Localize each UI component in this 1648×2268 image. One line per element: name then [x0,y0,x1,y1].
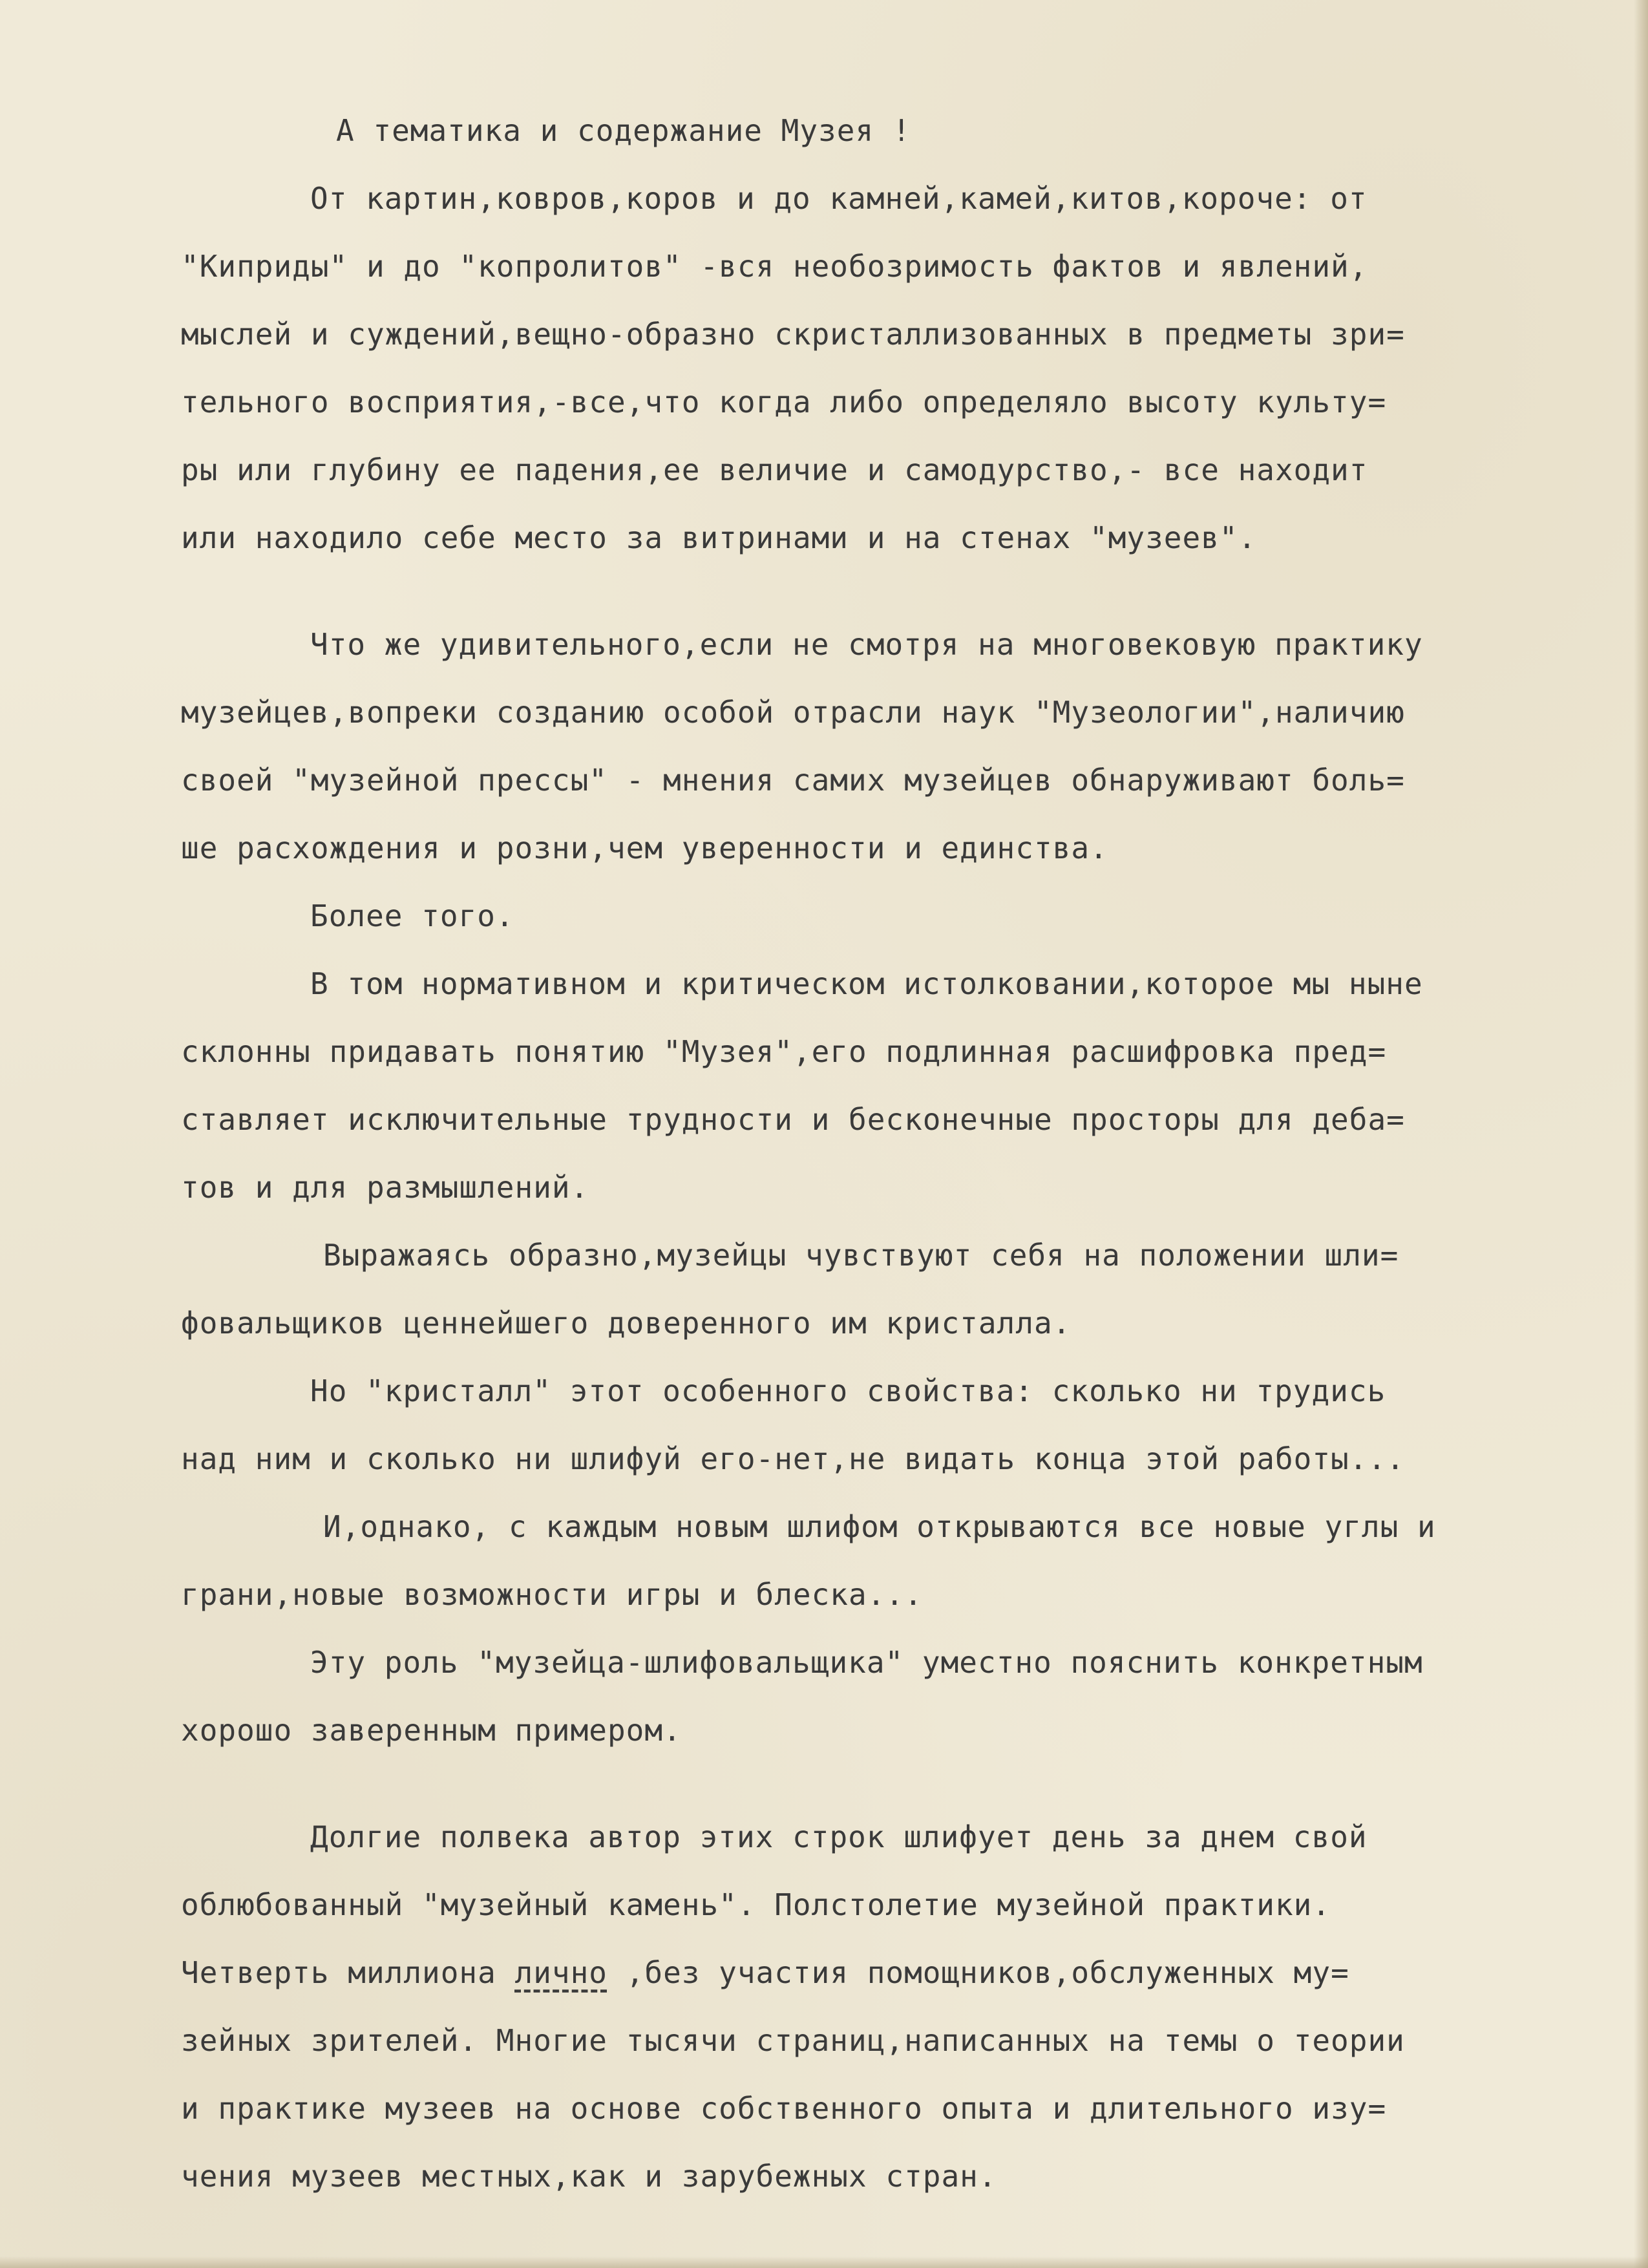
text-line: своей "музейной прессы" - мнения самих музейцев обнаруживают боль= [181,763,1405,798]
text-line: облюбованный "музейный камень". Полстолетие музейной практики. [181,1887,1331,1922]
text-line: От картин,ковров,коров и до камней,камей,китов,короче: от [310,181,1368,216]
text-line: музейцев,вопреки созданию особой отрасли наук "Музеологии",наличию [181,695,1405,730]
underlined-word: лично [514,1955,607,1990]
text-line: мыслей и суждений,вещно-образно скристаллизованных в предметы зри= [181,317,1405,352]
text-line: хорошо заверенным примером. [181,1713,682,1748]
text-line: Долгие полвека автор этих строк шлифует день за днем свой [310,1819,1368,1854]
text-line: фовальщиков ценнейшего доверенного им кристалла. [181,1306,1072,1341]
text-line: чения музеев местных,как и зарубежных стран. [181,2159,997,2194]
text-line: над ним и сколько ни шлифуй его-нет,не видать конца этой работы... [181,1441,1405,1476]
paragraph-gap [181,572,1622,611]
text-line: ры или глубину ее падения,ее величие и самодурство,- все находит [181,452,1368,487]
text-line: тельного восприятия,-все,что когда либо определяло высоту культу= [181,385,1387,419]
paragraph-gap [181,1765,1622,1803]
text-line: и практике музеев на основе собственного опыта и длительного изу= [181,2091,1387,2126]
paper-edge-bottom [0,2256,1648,2268]
text-line: грани,новые возможности игры и блеска... [181,1577,923,1612]
text-line: "Киприды" и до "копролитов" -вся необозримость фактов и явлений, [181,249,1368,284]
text-line: Более того. [310,898,514,933]
text-line: Но "кристалл" этот особенного свойства: сколько ни трудись [310,1373,1386,1408]
text-line: тов и для размышлений. [181,1170,589,1205]
text-line: ставляет исключительные трудности и бесконечные просторы для деба= [181,1102,1405,1137]
text-line: Эту роль "музейца-шлифовальщика" уместно пояснить конкретным [310,1645,1423,1680]
text-line: Что же удивительного,если не смотря на многовековую практику [310,627,1423,662]
text-line: И,однако, с каждым новым шлифом открываются все новые углы и [323,1509,1436,1544]
text-line: ше расхождения и розни,чем уверенности и единства. [181,831,1108,865]
text-line-with-emphasis [181,1939,1622,2007]
text-line: А тематика и содержание Музея ! [336,113,911,148]
text-segment: Четверть миллиона [181,1955,515,1990]
text-line: В том нормативном и критическом истолковании,которое мы ныне [310,966,1423,1001]
text-line: или находило себе место за витринами и на стенах "музеев". [181,520,1257,555]
text-line: зейных зрителей. Многие тысячи страниц,написанных на темы о теории [181,2023,1405,2058]
text-segment: ,без участия помощников,обслуженных му= [607,1955,1349,1990]
paper-edge-right [1634,0,1648,2268]
text-line: Выражаясь образно,музейцы чувствуют себя на положении шли= [323,1238,1399,1273]
typed-text-body [181,97,1622,2210]
text-line: склонны придавать понятию "Музея",его подлинная расшифровка пред= [181,1034,1387,1069]
